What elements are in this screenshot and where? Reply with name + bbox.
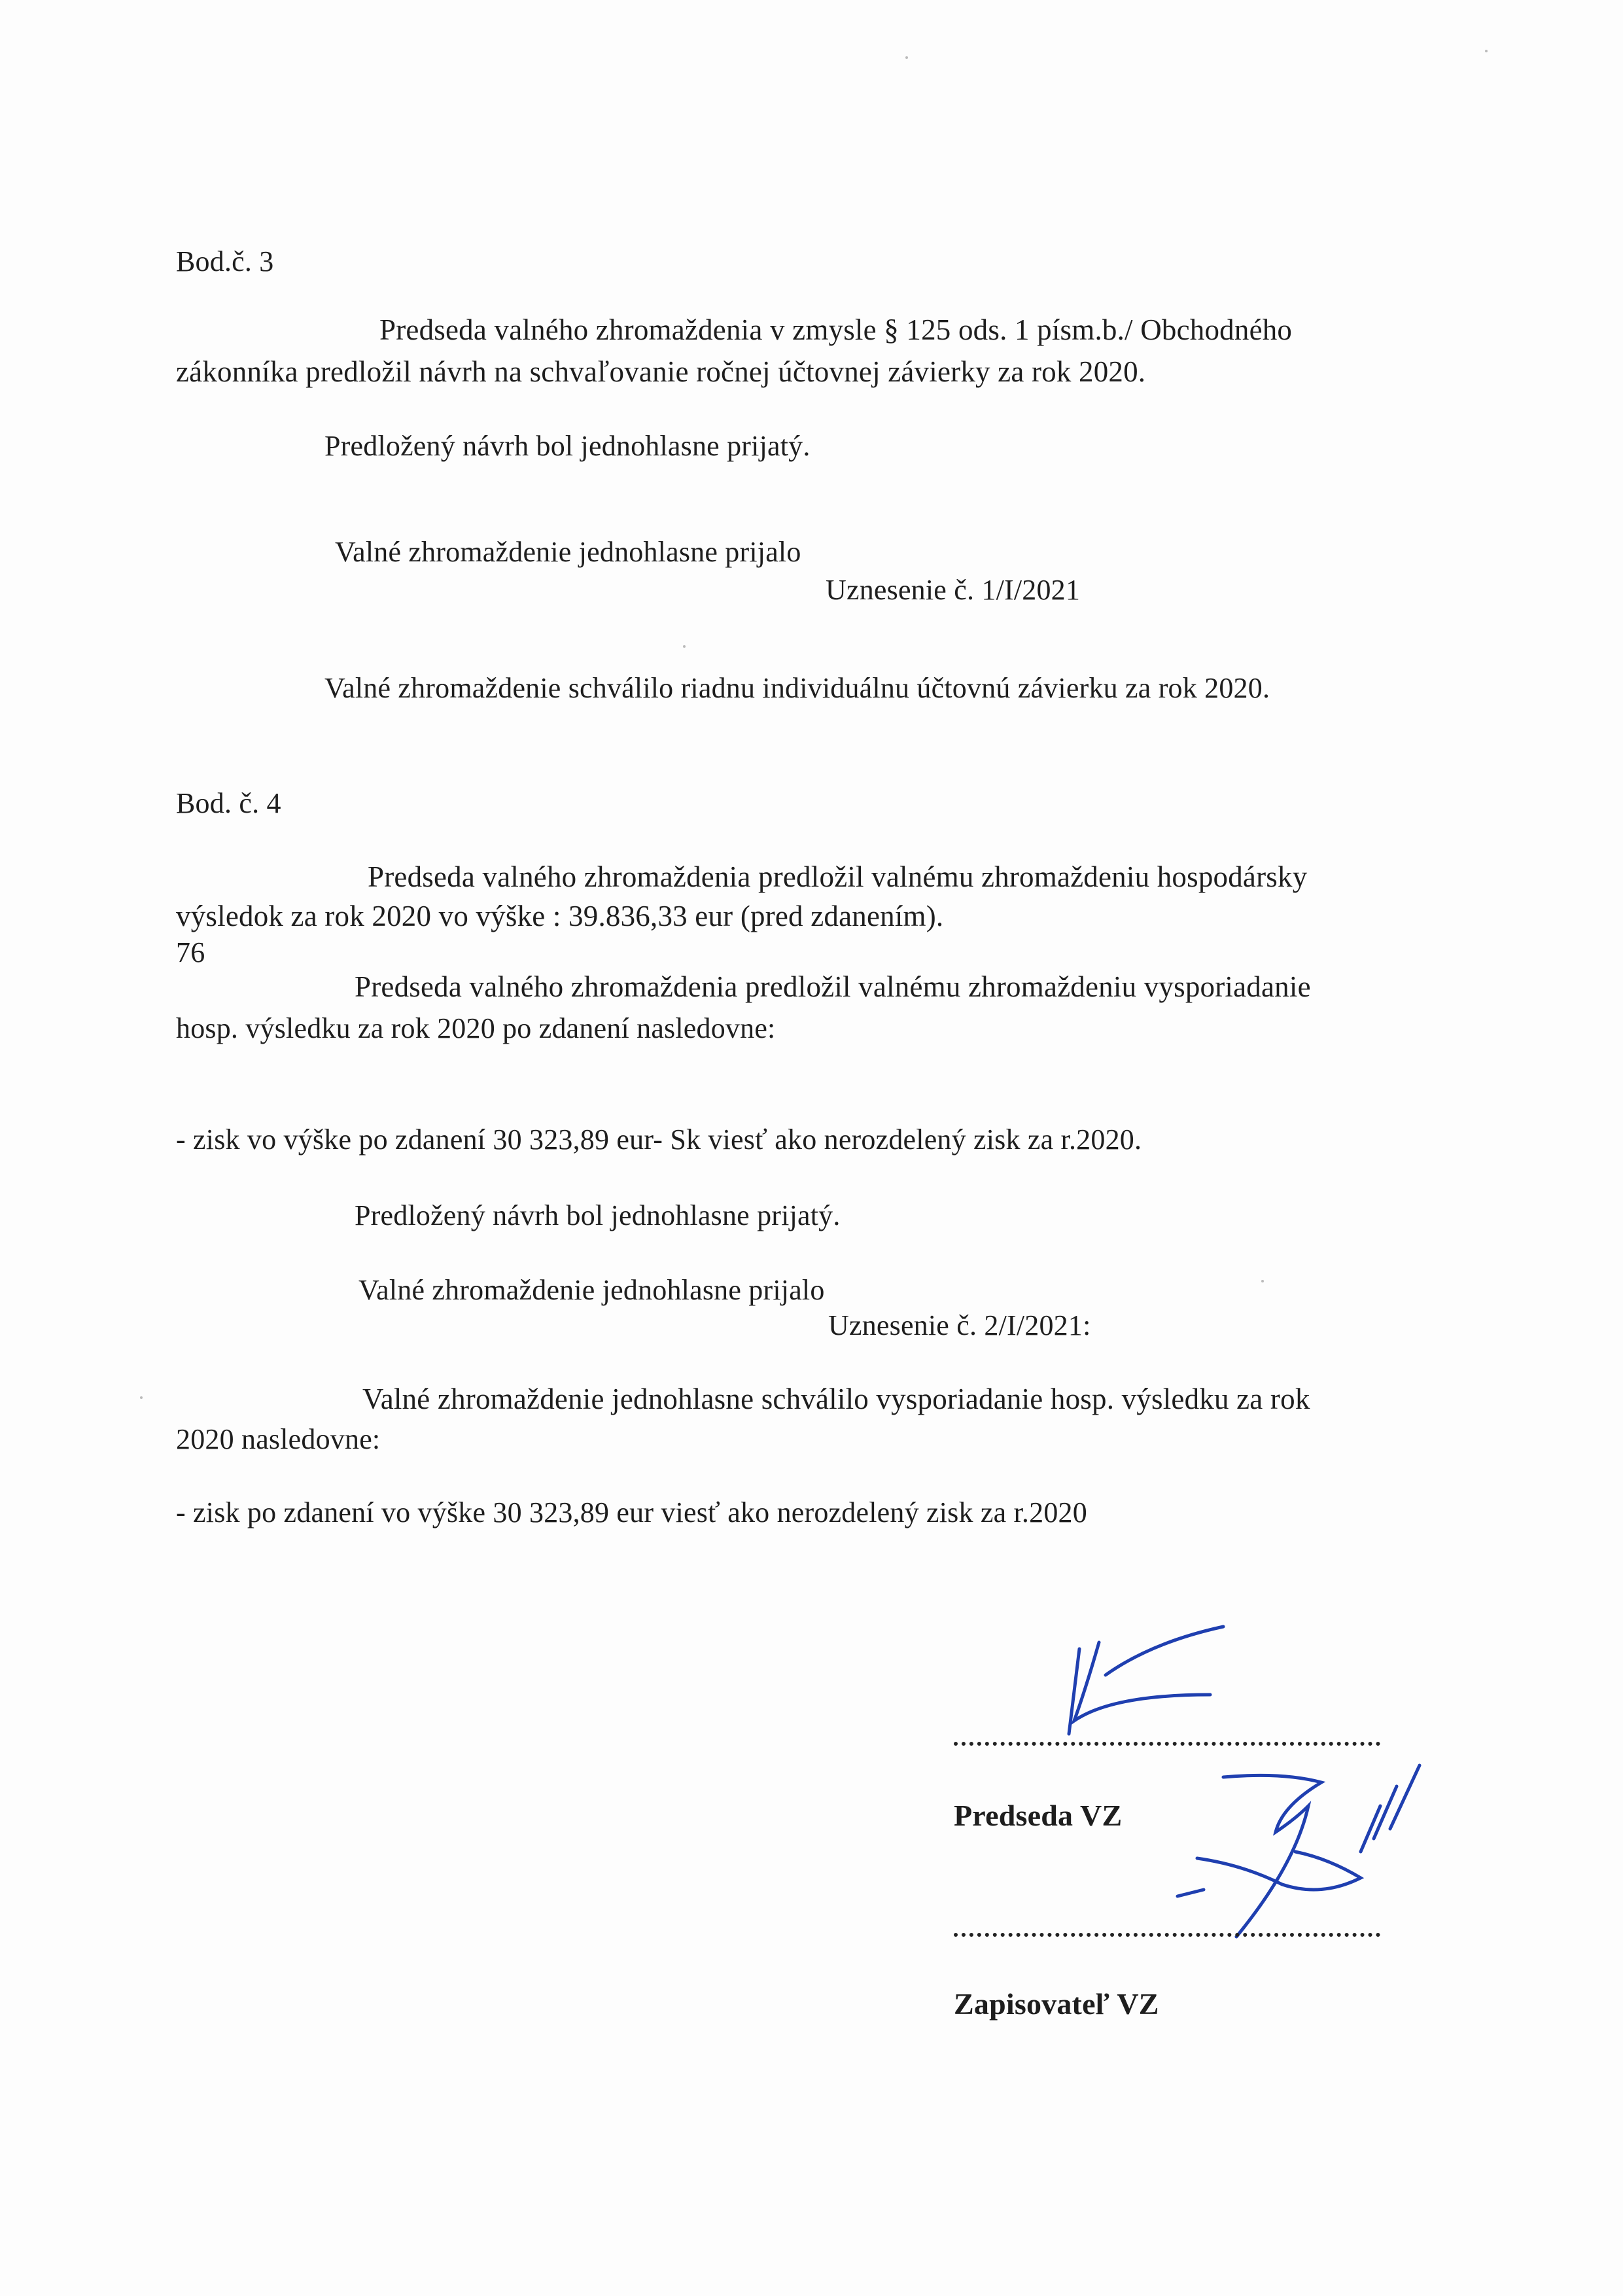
section4-resolution-line1: Valné zhromaždenie jednohlasne schválilo vysporiadanie hosp. výsledku za rok <box>362 1383 1310 1415</box>
chair-signature <box>1060 1623 1230 1740</box>
scan-speck <box>1261 1280 1264 1282</box>
chair-label: Predseda VZ <box>954 1799 1123 1832</box>
section4-bullet1: - zisk vo výške po zdanení 30 323,89 eur- Sk viesť ako nerozdelený zisk za r.2020. <box>176 1123 1142 1156</box>
chair-signature-line <box>954 1742 1380 1746</box>
section4-para2-line2: hosp. výsledku za rok 2020 po zdanení nasledovne: <box>176 1012 776 1044</box>
scan-speck <box>683 645 686 648</box>
section4-assembly-adopted: Valné zhromaždenie jednohlasne prijalo <box>358 1274 825 1306</box>
section3-assembly-adopted: Valné zhromaždenie jednohlasne prijalo <box>335 536 801 568</box>
section4-stray-number: 76 <box>176 936 205 968</box>
section4-bullet2: - zisk po zdanení vo výške 30 323,89 eur viesť ako nerozdelený zisk za r.2020 <box>176 1496 1087 1528</box>
section4-resolution-line2: 2020 nasledovne: <box>176 1423 381 1455</box>
section4-heading: Bod. č. 4 <box>176 787 281 819</box>
section3-heading: Bod.č. 3 <box>176 245 274 277</box>
scan-speck <box>905 56 908 59</box>
section4-para1-line1: Predseda valného zhromaždenia predložil valnému zhromaždeniu hospodársky <box>368 860 1308 893</box>
section4-para1-line2: výsledok za rok 2020 vo výške : 39.836,33 eur (pred zdanením). <box>176 900 944 932</box>
recorder-signature <box>1164 1760 1446 1950</box>
section3-resolution: Uznesenie č. 1/I/2021 <box>826 574 1081 606</box>
section3-resolution-text: Valné zhromaždenie schválilo riadnu individuálnu účtovnú závierku za rok 2020. <box>324 672 1270 704</box>
recorder-signature-line <box>954 1933 1380 1937</box>
section3-para1-line2: zákonníka predložil návrh na schvaľovanie ročnej účtovnej závierky za rok 2020. <box>176 355 1146 388</box>
section3-para1-line1: Predseda valného zhromaždenia v zmysle § 125 ods. 1 písm.b./ Obchodného <box>379 313 1293 346</box>
scan-speck <box>140 1396 143 1399</box>
section4-para2-line1: Predseda valného zhromaždenia predložil valnému zhromaždeniu vysporiadanie <box>355 970 1311 1003</box>
section4-approved: Predložený návrh bol jednohlasne prijatý. <box>355 1199 841 1231</box>
section4-resolution: Uznesenie č. 2/I/2021: <box>828 1309 1091 1341</box>
section3-approved: Predložený návrh bol jednohlasne prijatý. <box>324 430 811 462</box>
recorder-label: Zapisovateľ VZ <box>954 1987 1159 2021</box>
scan-speck <box>1485 50 1488 52</box>
